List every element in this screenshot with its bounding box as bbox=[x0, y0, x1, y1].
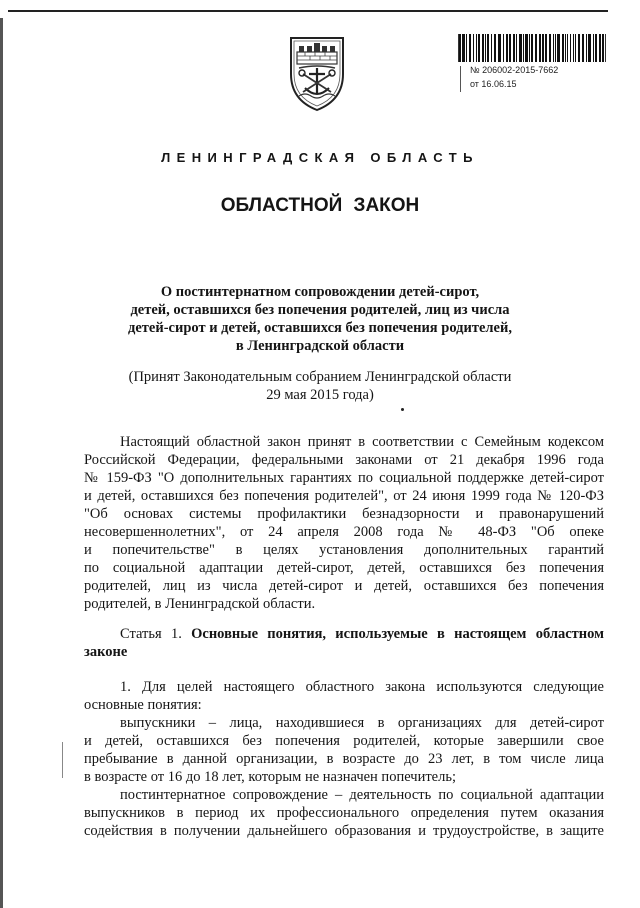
barcode-bar bbox=[595, 34, 597, 62]
preamble-paragraph bbox=[84, 433, 604, 613]
law-title-line: в Ленинградской области bbox=[235, 338, 405, 354]
barcode-bar bbox=[509, 34, 511, 62]
adoption-note-line: 29 мая 2015 года) bbox=[266, 387, 374, 403]
text-line: Российской Федерации, федеральными законами от 21 декабря 1996 года bbox=[84, 452, 604, 468]
text-line: постинтернатное сопровождение – деятельность по социальной адаптации bbox=[120, 787, 604, 803]
barcode-bar bbox=[599, 34, 601, 62]
text-line: выпускников в период их профессионального определения путем оказания bbox=[84, 805, 604, 821]
text-line: 1. Для целей настоящего областного закона используются следующие bbox=[120, 679, 604, 695]
text-line: и детей, оставшихся без попечения родителей, которые завершили свое bbox=[84, 733, 604, 749]
adoption-note-line: (Принят Законодательным собранием Ленинградской области bbox=[128, 369, 512, 385]
text-line: пребывание в данной организации, в возрасте до 23 лет, в том числе лица bbox=[84, 751, 604, 767]
registration-number: № 206002-2015-7662 bbox=[470, 65, 559, 75]
barcode-bar bbox=[462, 34, 464, 62]
barcode-bar bbox=[575, 34, 576, 62]
barcode-bar bbox=[491, 34, 492, 62]
stamp-line bbox=[460, 66, 461, 92]
barcode-bar bbox=[516, 34, 518, 62]
text-line: Настоящий областной закон принят в соответствии с Семейным кодексом bbox=[120, 434, 604, 450]
law-title-line: детей-сирот и детей, оставшихся без попечения родителей, bbox=[128, 320, 512, 336]
registration-stamp bbox=[458, 34, 606, 90]
barcode-bar bbox=[553, 34, 554, 62]
barcode-bar bbox=[542, 34, 544, 62]
law-type-heading: ОБЛАСТНОЙ ЗАКОН bbox=[220, 195, 420, 216]
text-line: выпускники – лица, находившиеся в организациях для детей-сирот bbox=[120, 715, 604, 731]
text-line: основные понятия: bbox=[84, 697, 202, 713]
barcode-bar bbox=[539, 34, 541, 62]
region-heading: ЛЕНИНГРАДСКАЯ ОБЛАСТЬ bbox=[161, 150, 479, 165]
text-line: по социальной адаптации детей-сирот, детей, оставшихся без попечения bbox=[84, 560, 604, 576]
text-line: "Об основах системы профилактики безнадзорности и правонарушений bbox=[84, 506, 604, 522]
barcode-bar bbox=[513, 34, 515, 62]
barcode-bar bbox=[525, 34, 527, 62]
adoption-note bbox=[95, 368, 545, 404]
barcode-bar bbox=[549, 34, 551, 62]
barcode-bar bbox=[503, 34, 505, 62]
barcode bbox=[458, 34, 606, 62]
definitions-section bbox=[84, 678, 604, 840]
text-line: родителей, лиц из числа детей-сирот и детей, оставшихся без попечения bbox=[84, 578, 604, 594]
text-line: несовершеннолетних", от 24 апреля 2008 года № 48-ФЗ "Об опеке bbox=[84, 524, 604, 540]
barcode-bar bbox=[495, 34, 496, 62]
barcode-bar bbox=[545, 34, 547, 62]
barcode-bar bbox=[588, 34, 590, 62]
barcode-bar bbox=[582, 34, 584, 62]
barcode-bar bbox=[523, 34, 525, 62]
barcode-bar bbox=[519, 34, 521, 62]
article-label: Статья 1. bbox=[120, 626, 182, 642]
law-title bbox=[95, 283, 545, 355]
margin-mark bbox=[62, 742, 63, 778]
barcode-bar bbox=[555, 34, 556, 62]
barcode-bar bbox=[602, 34, 604, 62]
barcode-bar bbox=[529, 34, 530, 62]
barcode-bar bbox=[498, 34, 500, 62]
law-title-line: детей, оставшихся без попечения родителей, лиц из числа bbox=[130, 302, 510, 318]
barcode-bar bbox=[485, 34, 486, 62]
text-line: содействия в получении дальнейшего образования и трудоустройстве, в защите bbox=[84, 823, 604, 839]
barcode-bar bbox=[567, 34, 569, 62]
text-line: и детей, оставшихся без попечения родителей", от 24 июня 1999 года № 120-ФЗ bbox=[84, 488, 604, 504]
barcode-bar bbox=[593, 34, 595, 62]
barcode-bar bbox=[565, 34, 566, 62]
text-line: и попечительстве" в целях установления дополнительных гарантий bbox=[84, 542, 604, 558]
barcode-bar bbox=[494, 34, 495, 62]
article-heading bbox=[84, 625, 604, 661]
barcode-bar bbox=[469, 34, 471, 62]
barcode-bar bbox=[459, 34, 461, 62]
barcode-bar bbox=[478, 34, 480, 62]
barcode-bar bbox=[586, 34, 588, 62]
barcode-bar bbox=[562, 34, 564, 62]
registration-date: от 16.06.15 bbox=[470, 79, 517, 89]
barcode-bar bbox=[476, 34, 477, 62]
barcode-bar bbox=[531, 34, 533, 62]
barcode-bar bbox=[487, 34, 489, 62]
text-line: в возрасте от 16 до 18 лет, которым не назначен попечитель; bbox=[84, 769, 456, 785]
coat-of-arms-icon bbox=[285, 34, 349, 114]
barcode-bar bbox=[573, 34, 574, 62]
scan-edge-top bbox=[8, 10, 608, 12]
text-line: родителей, в Ленинградской области. bbox=[84, 596, 316, 612]
barcode-bar bbox=[578, 34, 580, 62]
barcode-bar bbox=[473, 34, 474, 62]
barcode-bar bbox=[570, 34, 571, 62]
barcode-bar bbox=[466, 34, 468, 62]
law-title-line: О постинтернатном сопровождении детей-сирот, bbox=[160, 284, 480, 300]
text-line: № 159-ФЗ "О дополнительных гарантиях по социальной поддержке детей-сирот bbox=[84, 470, 604, 486]
barcode-bar bbox=[482, 34, 484, 62]
article-title: Основные понятия, используемые в настоящем областном законе bbox=[84, 626, 604, 660]
barcode-bar bbox=[506, 34, 508, 62]
stray-mark bbox=[401, 408, 404, 411]
barcode-bar bbox=[535, 34, 537, 62]
barcode-bar bbox=[557, 34, 559, 62]
